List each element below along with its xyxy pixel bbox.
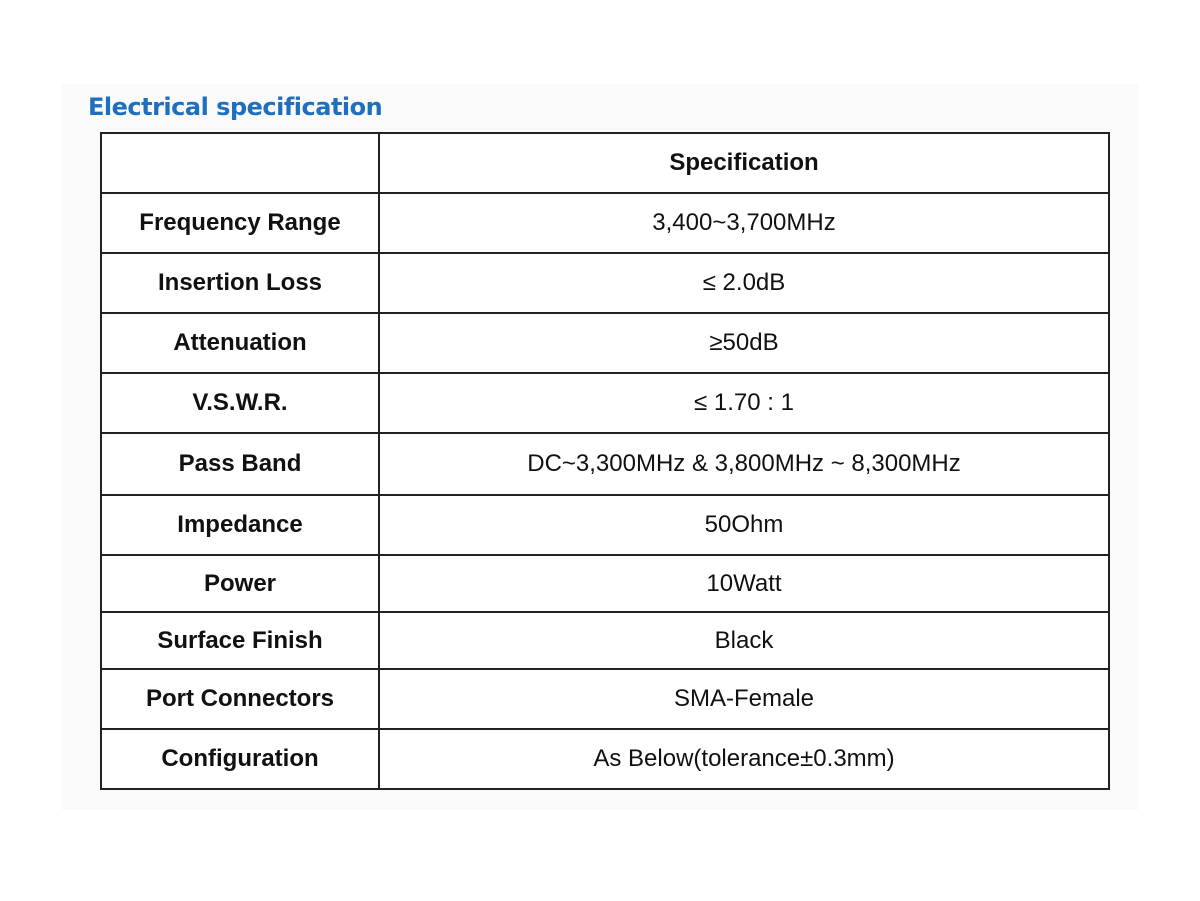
- row-label: Pass Band: [101, 433, 379, 495]
- table-row: [101, 669, 1109, 729]
- row-value: 50Ohm: [379, 495, 1109, 555]
- row-label: Attenuation: [101, 313, 379, 373]
- row-value: ≥50dB: [379, 313, 1109, 373]
- row-label: Power: [101, 555, 379, 612]
- row-label: Insertion Loss: [101, 253, 379, 313]
- spec-table: [100, 132, 1110, 790]
- table-row: [101, 495, 1109, 555]
- row-label: Configuration: [101, 729, 379, 789]
- row-value: As Below(tolerance±0.3mm): [379, 729, 1109, 789]
- header-parameter: [101, 133, 379, 193]
- section-title: Electrical specification: [88, 93, 383, 121]
- table-row: [101, 193, 1109, 253]
- row-label: Surface Finish: [101, 612, 379, 669]
- table-row: [101, 729, 1109, 789]
- row-value: Black: [379, 612, 1109, 669]
- table-header-row: [101, 133, 1109, 193]
- row-label: V.S.W.R.: [101, 373, 379, 433]
- row-value: ≤ 2.0dB: [379, 253, 1109, 313]
- row-value: 10Watt: [379, 555, 1109, 612]
- row-label: Port Connectors: [101, 669, 379, 729]
- table-row: [101, 555, 1109, 612]
- row-value: 3,400~3,700MHz: [379, 193, 1109, 253]
- row-value: SMA-Female: [379, 669, 1109, 729]
- row-label: Impedance: [101, 495, 379, 555]
- table-row: [101, 253, 1109, 313]
- table-row: [101, 612, 1109, 669]
- row-value: DC~3,300MHz & 3,800MHz ~ 8,300MHz: [379, 433, 1109, 495]
- table-row: [101, 313, 1109, 373]
- table-row: [101, 433, 1109, 495]
- row-label: Frequency Range: [101, 193, 379, 253]
- header-specification: Specification: [379, 133, 1109, 193]
- table-row: [101, 373, 1109, 433]
- row-value: ≤ 1.70 : 1: [379, 373, 1109, 433]
